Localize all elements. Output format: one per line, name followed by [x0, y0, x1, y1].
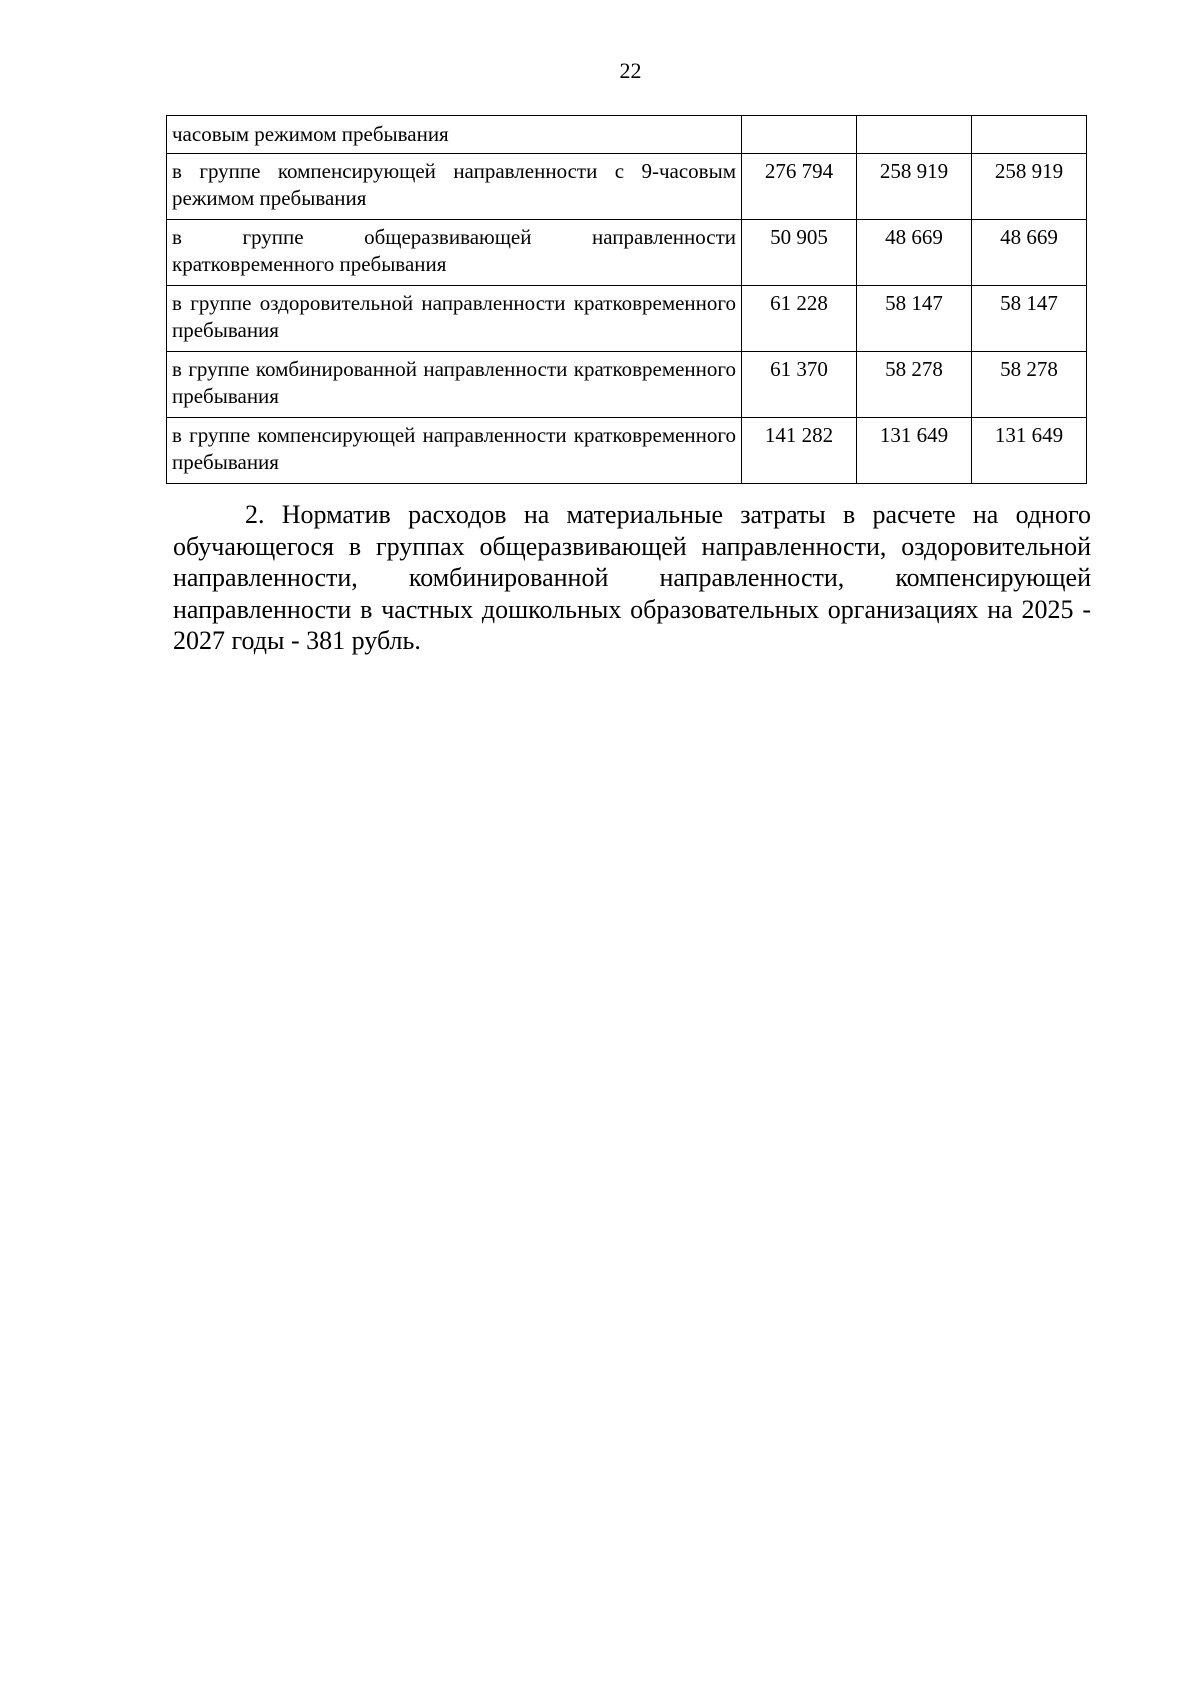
value-2027: 48 669 — [972, 220, 1087, 286]
value-2026: 131 649 — [857, 418, 972, 484]
value-2027: 58 278 — [972, 352, 1087, 418]
value-2025: 276 794 — [742, 154, 857, 220]
value-2027 — [972, 116, 1087, 154]
value-2025 — [742, 116, 857, 154]
page-number: 22 — [619, 58, 642, 83]
value-2025: 50 905 — [742, 220, 857, 286]
row-label: в группе общеразвивающей направленности кратковременного пребывания — [167, 220, 742, 286]
value-2026: 58 278 — [857, 352, 972, 418]
value-2025: 61 228 — [742, 286, 857, 352]
row-label: в группе компенсирующей направленности кратковременного пребывания — [167, 418, 742, 484]
value-2026 — [857, 116, 972, 154]
table-row — [167, 286, 1087, 352]
value-2025: 61 370 — [742, 352, 857, 418]
value-2026: 58 147 — [857, 286, 972, 352]
body-paragraph: 2. Норматив расходов на материальные затраты в расчете на одного обучающегося в группах общеразвивающей направленности, оздоровительной направленности, комбинированной направленности, компенсирующей направленности в частных дошкольных образовательных организациях на 2025 - 2027 годы - 381 рубль. — [173, 500, 1091, 655]
value-2027: 258 919 — [972, 154, 1087, 220]
table-row — [167, 154, 1087, 220]
row-label: в группе оздоровительной направленности кратковременного пребывания — [167, 286, 742, 352]
table-row — [167, 220, 1087, 286]
value-2027: 131 649 — [972, 418, 1087, 484]
row-label: в группе компенсирующей направленности с 9-часовым режимом пребывания — [167, 154, 742, 220]
table-row — [167, 418, 1087, 484]
norms-table — [166, 115, 1087, 484]
value-2026: 48 669 — [857, 220, 972, 286]
row-label: в группе комбинированной направленности кратковременного пребывания — [167, 352, 742, 418]
row-label: часовым режимом пребывания — [167, 116, 742, 154]
value-2027: 58 147 — [972, 286, 1087, 352]
table-row — [167, 352, 1087, 418]
table-row — [167, 116, 1087, 154]
value-2026: 258 919 — [857, 154, 972, 220]
value-2025: 141 282 — [742, 418, 857, 484]
